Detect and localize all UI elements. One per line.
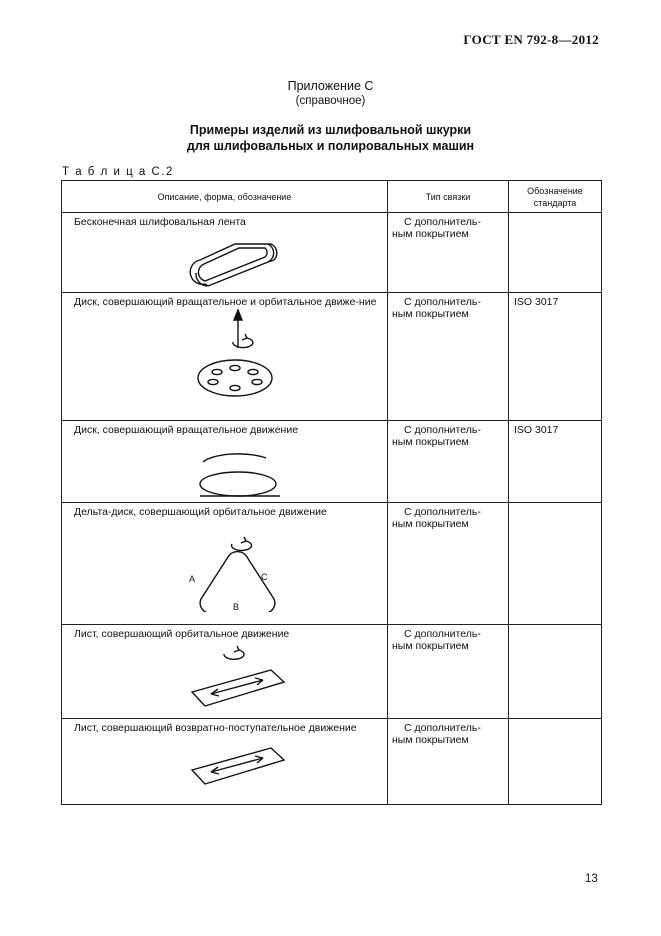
annex-type: (справочное) bbox=[295, 95, 366, 107]
standard-text bbox=[509, 503, 601, 506]
column-header-standard: Обозначение стандарта bbox=[509, 181, 602, 213]
table-row bbox=[62, 719, 602, 805]
products-table bbox=[61, 180, 602, 805]
bond-type-line2: ным покрытием bbox=[392, 734, 469, 746]
description-cell bbox=[62, 719, 388, 805]
plain-disc-icon bbox=[75, 436, 375, 498]
table-row bbox=[62, 503, 602, 625]
bond-type-line2: ным покрытием bbox=[392, 640, 469, 652]
table-row bbox=[62, 293, 602, 421]
delta-label-c: C bbox=[260, 572, 267, 582]
bond-type-line1: С дополнитель- bbox=[404, 628, 481, 640]
description-cell bbox=[62, 503, 388, 625]
bond-type-cell bbox=[388, 719, 509, 805]
standard-cell bbox=[509, 625, 602, 719]
bond-type-cell bbox=[388, 293, 509, 421]
table-row bbox=[62, 625, 602, 719]
description-text: Бесконечная шлифовальная лента bbox=[74, 216, 246, 228]
bond-type-line1: С дополнитель- bbox=[404, 424, 481, 436]
bond-type-cell bbox=[388, 503, 509, 625]
orbital-sheet-icon bbox=[75, 640, 375, 716]
delta-label-b: B bbox=[232, 602, 239, 612]
annex-heading-line1: Примеры изделий из шлифовальной шкурки bbox=[189, 123, 472, 137]
annex-heading bbox=[0, 122, 661, 154]
standard-cell bbox=[509, 421, 602, 503]
bond-type-text bbox=[388, 719, 508, 746]
table-caption: Т а б л и ц а С.2 bbox=[62, 166, 174, 178]
bond-type-line1: С дополнитель- bbox=[404, 506, 481, 518]
standard-text bbox=[509, 213, 601, 216]
standard-text: ISO 3017 bbox=[514, 296, 559, 308]
standard-code: ГОСТ EN 792-8—2012 bbox=[463, 32, 599, 47]
perforated-disc-icon bbox=[75, 308, 375, 403]
bond-type-line2: ным покрытием bbox=[392, 436, 469, 448]
annex-title: Приложение С bbox=[287, 79, 374, 93]
reciprocating-sheet-icon bbox=[75, 734, 375, 798]
bond-type-text bbox=[388, 625, 508, 652]
bond-type-line1: С дополнитель- bbox=[404, 216, 481, 228]
description-cell bbox=[62, 421, 388, 503]
page-number: 13 bbox=[585, 873, 598, 885]
bond-type-text bbox=[388, 293, 508, 320]
bond-type-cell bbox=[388, 213, 509, 293]
bond-type-line2: ным покрытием bbox=[392, 518, 469, 530]
standard-text: ISO 3017 bbox=[514, 424, 559, 436]
bond-type-line2: ным покрытием bbox=[392, 308, 469, 320]
description-text: Лист, совершающий возвратно-поступательное движение bbox=[74, 722, 357, 734]
delta-disc-icon bbox=[75, 518, 375, 612]
bond-type-text bbox=[388, 503, 508, 530]
column-header-bond-type: Тип связки bbox=[388, 181, 509, 213]
bond-type-line2: ным покрытием bbox=[392, 228, 469, 240]
annex-heading-line2: для шлифовальных и полировальных машин bbox=[186, 139, 475, 153]
description-text: Дельта-диск, совершающий орбитальное движение bbox=[74, 506, 327, 518]
standard-cell bbox=[509, 719, 602, 805]
bond-type-text bbox=[388, 213, 508, 240]
bond-type-line1: С дополнитель- bbox=[404, 296, 481, 308]
delta-label-a: A bbox=[188, 574, 195, 584]
description-cell bbox=[62, 213, 388, 293]
description-cell bbox=[62, 293, 388, 421]
table-row bbox=[62, 213, 602, 293]
description-text: Диск, совершающий вращательное и орбитальное движе-ние bbox=[74, 296, 377, 308]
standard-text bbox=[509, 625, 601, 628]
table-row bbox=[62, 421, 602, 503]
bond-type-cell bbox=[388, 625, 509, 719]
standard-cell bbox=[509, 293, 602, 421]
bond-type-cell bbox=[388, 421, 509, 503]
description-text: Лист, совершающий орбитальное движение bbox=[74, 628, 290, 640]
table-header-row bbox=[62, 181, 602, 213]
bond-type-text bbox=[388, 421, 508, 448]
standard-text bbox=[509, 719, 601, 722]
standard-cell bbox=[509, 213, 602, 293]
column-header-description: Описание, форма, обозначение bbox=[62, 181, 388, 213]
description-cell bbox=[62, 625, 388, 719]
standard-cell bbox=[509, 503, 602, 625]
bond-type-line1: С дополнитель- bbox=[404, 722, 481, 734]
description-text: Диск, совершающий вращательное движение bbox=[74, 424, 299, 436]
endless-belt-icon bbox=[75, 228, 375, 288]
